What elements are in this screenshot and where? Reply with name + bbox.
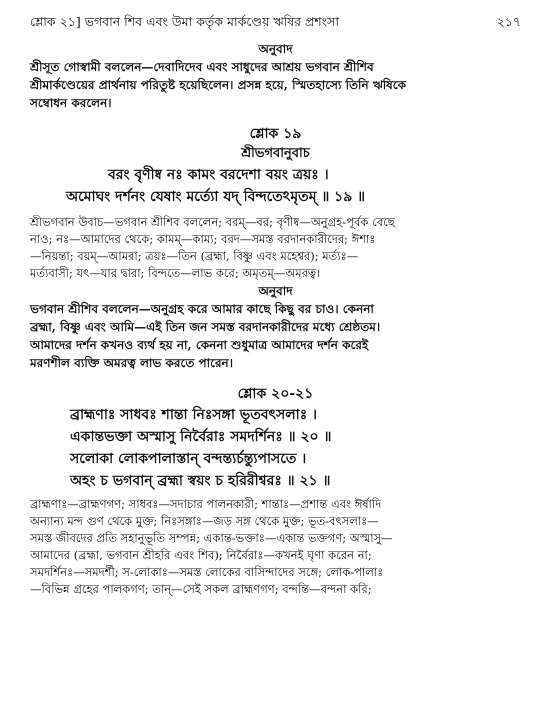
sloka-20-21-title: শ্লোক ২০-২১ — [237, 386, 314, 402]
verse-line: ব্রাহ্মণাঃ সাধবঃ শান্তা নিঃসঙ্গা ভূতবৎসলাঃ । — [70, 407, 318, 423]
translation-label: অনুবাদ — [258, 42, 293, 56]
synonym-line: সমস্ত জীবদের প্রতি সহানুভূতি সম্পন্ন; একান্ত-ভক্তাঃ—একান্ত ভক্তগণ; অস্মাসু— — [30, 531, 393, 545]
synonym-line: নাও; নঃ—আমাদের থেকে; কামম্—কাম্য; বরদ—সমস্ত বরদানকারীদের; ঈশাঃ — [30, 232, 376, 246]
translation-label: অনুবাদ — [258, 284, 293, 298]
page-number: ২১৭ — [496, 14, 521, 29]
text-line: শ্রীসূত গোস্বামী বললেন—দেবাদিদেব এবং সাধুদের আশ্রয় ভগবান শ্রীশিব — [30, 60, 374, 74]
synonym-line: মর্ত্যবাসী; যৎ—যার দ্বারা; বিন্দতে—লাভ করে; অমৃতম্—অমরত্ব। — [30, 266, 321, 280]
verse-line: অহং চ ভগবান্ ব্রহ্মা স্বয়ং চ হরিরীশ্বরঃ ॥ ২১ ॥ — [70, 473, 331, 489]
synonym-line: —নিয়ন্তা; বয়ম্—আমরা; ত্রয়ঃ—তিন (ব্রহ্মা, বিষ্ণু এবং মহেশ্বর); মর্ত্যঃ— — [30, 249, 359, 263]
sloka-19-speaker: শ্রীভগবানুবাচ — [241, 146, 310, 161]
translation-19 — [30, 300, 521, 372]
sloka-19-title: শ্লোক ১৯ — [249, 126, 302, 142]
text-line: আমাদের দর্শন কখনও ব্যর্থ হয় না, কেননা শুধুমাত্র আমাদের দর্শন করেই — [30, 338, 369, 352]
text-line: শ্রীমার্কণ্ডেয়ের প্রার্থনায় পরিতুষ্ট হয়েছিলেন। প্রসন্ন হয়ে, স্মিতহাস্যে তিনি ঋষিকে — [30, 78, 407, 92]
header-title: শ্লোক ২১] ভগবান শিব এবং উমা কর্তৃক মার্কণ্ডেয় ঋষির প্রশংসা — [30, 14, 339, 29]
running-header — [30, 12, 521, 32]
synonym-line: ব্রাহ্মণাঃ—ব্রাহ্মণগণ; সাধবঃ—সদাচার পালনকারী; শান্তাঃ—প্রশান্ত এবং ঈর্ষাদি — [30, 497, 382, 511]
text-line: মরণশীল ব্যক্তি অমরত্ব লাভ করতে পারেন। — [30, 356, 234, 370]
text-line: সম্বোধন করলেন। — [30, 96, 112, 110]
sloka-20-21-verse — [30, 404, 521, 492]
sloka-19-verse — [30, 164, 521, 208]
verse-line: বরং বৃণীষ্ব নঃ কামং বরদেশা বয়ং ত্রয়ঃ । — [108, 167, 329, 183]
verse-line: অমোঘং দর্শনং যেষাং মর্ত্যো যদ্ বিন্দতেঽমৃতম্ ॥ ১৯ ॥ — [66, 189, 366, 205]
synonym-line: সমদর্শিনঃ—সমদর্শী; স-লোকাঃ—সমস্ত লোকের বাসিন্দাদের সঙ্গে; লোক-পালাঃ — [30, 565, 384, 579]
synonym-line: শ্রীভগবান উবাচ—ভগবান শ্রীশিব বললেন; বরম্—বর; বৃণীষ্ব—অনুগ্রহ-পূর্বক বেছে — [30, 215, 395, 229]
synonym-line: অন্যান্য মন্দ গুণ থেকে মুক্ত; নিঃসঙ্গাঃ—জড় সঙ্গ থেকে মুক্ত; ভূত-বৎসলাঃ— — [30, 514, 379, 528]
synonym-line: —বিভিন্ন গ্রহের পালকগণ; তান্—সেই সকল ব্রাহ্মণগণ; বন্দন্তি—বন্দনা করি; — [30, 582, 372, 596]
verse-line: একান্তভক্তা অস্মাসু নির্বৈরাঃ সমদর্শিনঃ ॥ ২০ ॥ — [70, 429, 332, 445]
synonym-line: আমাদের (ব্রহ্মা, ভগবান শ্রীহরি এবং শিব); নির্বৈরাঃ—কখনই ঘৃণা করেন না; — [30, 548, 372, 562]
translation-18 — [30, 58, 521, 112]
text-line: ব্রহ্মা, বিষ্ণু এবং আমি—এই তিন জন সমস্ত বরদানকারীদের মধ্যে শ্রেষ্ঠতম। — [30, 320, 381, 334]
sloka-20-21-synonyms — [30, 496, 521, 598]
sloka-19-synonyms — [30, 214, 521, 282]
text-line: ভগবান শ্রীশিব বললেন—অনুগ্রহ করে আমার কাছে কিছু বর চাও। কেননা — [30, 302, 374, 316]
verse-line: সলোকা লোকপালাস্তান্ বন্দন্ত্যর্চন্ত্যুপাসতে । — [70, 451, 307, 467]
